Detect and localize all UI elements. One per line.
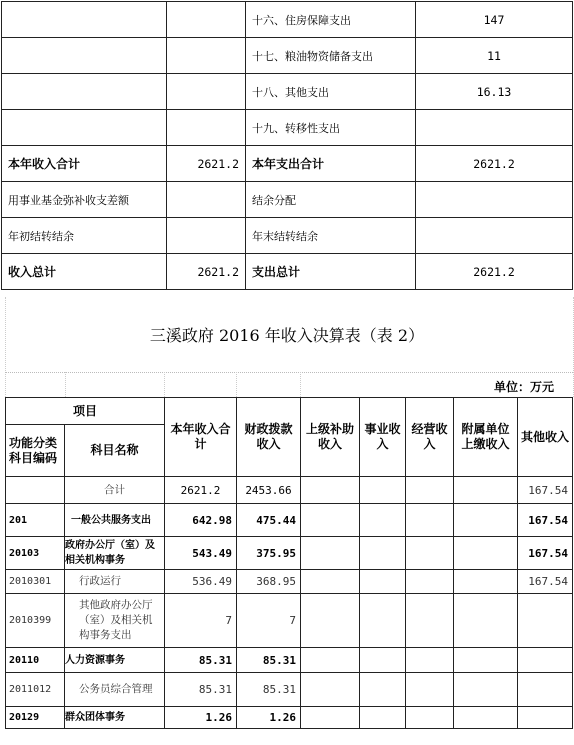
upper-subsidy-cell bbox=[301, 570, 360, 594]
divider bbox=[300, 372, 301, 397]
business-income-cell bbox=[360, 477, 406, 504]
income-item-label bbox=[2, 74, 167, 110]
upper-subsidy-cell bbox=[301, 594, 360, 648]
header-other: 其他收入 bbox=[518, 398, 573, 477]
affiliated-income-cell bbox=[454, 504, 518, 537]
expense-amount bbox=[416, 182, 573, 218]
table-row bbox=[6, 570, 573, 594]
year-income-cell: 543.49 bbox=[165, 537, 237, 570]
expense-item-label: 十七、粮油物资储备支出 bbox=[246, 38, 416, 74]
year-income-cell: 642.98 bbox=[165, 504, 237, 537]
operating-income-cell bbox=[406, 504, 454, 537]
divider bbox=[236, 372, 237, 397]
income-item-label: 本年收入合计 bbox=[2, 146, 167, 182]
summary-row bbox=[2, 110, 573, 146]
other-income-cell bbox=[518, 707, 573, 729]
business-income-cell bbox=[360, 673, 406, 707]
summary-row bbox=[2, 74, 573, 110]
subject-code-cell: 20103 bbox=[6, 537, 65, 570]
expense-item-label: 结余分配 bbox=[246, 182, 416, 218]
fiscal-income-cell: 1.26 bbox=[237, 707, 301, 729]
other-income-cell: 167.54 bbox=[518, 504, 573, 537]
upper-subsidy-cell bbox=[301, 537, 360, 570]
header-year-income: 本年收入合计 bbox=[165, 398, 237, 477]
fiscal-income-cell: 375.95 bbox=[237, 537, 301, 570]
summary-row bbox=[2, 146, 573, 182]
income-item-label bbox=[2, 110, 167, 146]
fiscal-income-cell: 2453.66 bbox=[237, 477, 301, 504]
summary-row bbox=[2, 254, 573, 290]
income-final-accounts-table bbox=[5, 397, 573, 729]
affiliated-income-cell bbox=[454, 570, 518, 594]
income-amount bbox=[167, 182, 246, 218]
other-income-cell: 167.54 bbox=[518, 537, 573, 570]
expense-amount bbox=[416, 218, 573, 254]
income-item-label bbox=[2, 38, 167, 74]
year-income-cell: 85.31 bbox=[165, 648, 237, 673]
business-income-cell bbox=[360, 594, 406, 648]
table-row bbox=[6, 707, 573, 729]
year-income-cell: 1.26 bbox=[165, 707, 237, 729]
fiscal-income-cell: 85.31 bbox=[237, 648, 301, 673]
summary-row bbox=[2, 218, 573, 254]
affiliated-income-cell bbox=[454, 537, 518, 570]
table-row bbox=[6, 537, 573, 570]
subject-name-cell: 合计 bbox=[65, 477, 165, 504]
header-item: 项目 bbox=[6, 398, 165, 425]
header-func-code: 功能分类科目编码 bbox=[6, 425, 65, 477]
divider bbox=[5, 372, 573, 373]
divider bbox=[65, 372, 66, 397]
divider bbox=[164, 372, 165, 397]
other-income-cell bbox=[518, 648, 573, 673]
income-amount: 2621.2 bbox=[167, 146, 246, 182]
income-amount bbox=[167, 38, 246, 74]
fiscal-income-cell: 475.44 bbox=[237, 504, 301, 537]
business-income-cell bbox=[360, 537, 406, 570]
subject-name-cell: 一般公共服务支出 bbox=[65, 504, 165, 537]
income-amount bbox=[167, 218, 246, 254]
subject-name-cell: 行政运行 bbox=[65, 570, 165, 594]
upper-subsidy-cell bbox=[301, 673, 360, 707]
header-upper-subsidy: 上级补助收入 bbox=[301, 398, 360, 477]
income-amount bbox=[167, 110, 246, 146]
income-amount bbox=[167, 74, 246, 110]
unit-label: 单位：万元 bbox=[493, 380, 554, 394]
expense-item-label: 十八、其他支出 bbox=[246, 74, 416, 110]
income-item-label bbox=[2, 2, 167, 38]
operating-income-cell bbox=[406, 707, 454, 729]
subject-name-cell: 其他政府办公厅（室）及相关机构事务支出 bbox=[65, 594, 165, 648]
subject-code-cell: 201 bbox=[6, 504, 65, 537]
income-amount: 2621.2 bbox=[167, 254, 246, 290]
header-affiliated: 附属单位上缴收入 bbox=[454, 398, 518, 477]
year-income-cell: 85.31 bbox=[165, 673, 237, 707]
operating-income-cell bbox=[406, 673, 454, 707]
page-title: 三溪政府 2016 年收入决算表（表 2） bbox=[149, 326, 425, 345]
header-operating: 经营收入 bbox=[406, 398, 454, 477]
summary-row bbox=[2, 182, 573, 218]
fiscal-income-cell: 7 bbox=[237, 594, 301, 648]
expense-item-label: 本年支出合计 bbox=[246, 146, 416, 182]
expense-item-label: 十六、住房保障支出 bbox=[246, 2, 416, 38]
other-income-cell bbox=[518, 673, 573, 707]
year-income-cell: 536.49 bbox=[165, 570, 237, 594]
income-item-label: 用事业基金弥补收支差额 bbox=[2, 182, 167, 218]
income-item-label: 年初结转结余 bbox=[2, 218, 167, 254]
affiliated-income-cell bbox=[454, 477, 518, 504]
operating-income-cell bbox=[406, 477, 454, 504]
income-item-label: 收入总计 bbox=[2, 254, 167, 290]
affiliated-income-cell bbox=[454, 673, 518, 707]
subject-name-cell: 公务员综合管理 bbox=[65, 673, 165, 707]
year-income-cell: 7 bbox=[165, 594, 237, 648]
subject-code-cell: 2010301 bbox=[6, 570, 65, 594]
table-row bbox=[6, 594, 573, 648]
operating-income-cell bbox=[406, 594, 454, 648]
income-expense-summary-table bbox=[1, 1, 573, 290]
expense-amount bbox=[416, 110, 573, 146]
other-income-cell: 167.54 bbox=[518, 570, 573, 594]
expense-amount: 2621.2 bbox=[416, 254, 573, 290]
table-row bbox=[6, 477, 573, 504]
expense-amount: 147 bbox=[416, 2, 573, 38]
operating-income-cell bbox=[406, 537, 454, 570]
upper-subsidy-cell bbox=[301, 648, 360, 673]
affiliated-income-cell bbox=[454, 648, 518, 673]
business-income-cell bbox=[360, 707, 406, 729]
fiscal-income-cell: 368.95 bbox=[237, 570, 301, 594]
affiliated-income-cell bbox=[454, 594, 518, 648]
expense-amount: 11 bbox=[416, 38, 573, 74]
subject-name-cell: 人力资源事务 bbox=[65, 648, 165, 673]
expense-amount: 2621.2 bbox=[416, 146, 573, 182]
subject-code-cell: 2010399 bbox=[6, 594, 65, 648]
subject-name-cell: 政府办公厅（室）及相关机构事务 bbox=[65, 537, 165, 570]
subject-code-cell: 2011012 bbox=[6, 673, 65, 707]
business-income-cell bbox=[360, 648, 406, 673]
table-row bbox=[6, 673, 573, 707]
expense-item-label: 十九、转移性支出 bbox=[246, 110, 416, 146]
other-income-cell: 167.54 bbox=[518, 477, 573, 504]
header-subject-name: 科目名称 bbox=[65, 425, 165, 477]
income-amount bbox=[167, 2, 246, 38]
table-row bbox=[6, 648, 573, 673]
expense-item-label: 支出总计 bbox=[246, 254, 416, 290]
other-income-cell bbox=[518, 594, 573, 648]
business-income-cell bbox=[360, 504, 406, 537]
year-income-cell: 2621.2 bbox=[165, 477, 237, 504]
operating-income-cell bbox=[406, 570, 454, 594]
upper-subsidy-cell bbox=[301, 504, 360, 537]
business-income-cell bbox=[360, 570, 406, 594]
operating-income-cell bbox=[406, 648, 454, 673]
subject-code-cell: 20129 bbox=[6, 707, 65, 729]
upper-subsidy-cell bbox=[301, 477, 360, 504]
subject-name-cell: 群众团体事务 bbox=[65, 707, 165, 729]
fiscal-income-cell: 85.31 bbox=[237, 673, 301, 707]
subject-code-cell: 20110 bbox=[6, 648, 65, 673]
expense-amount: 16.13 bbox=[416, 74, 573, 110]
header-fiscal: 财政拨款收入 bbox=[237, 398, 301, 477]
table-row bbox=[6, 504, 573, 537]
divider bbox=[5, 297, 6, 397]
subject-code-cell bbox=[6, 477, 65, 504]
header-business: 事业收入 bbox=[360, 398, 406, 477]
summary-row bbox=[2, 38, 573, 74]
expense-item-label: 年末结转结余 bbox=[246, 218, 416, 254]
affiliated-income-cell bbox=[454, 707, 518, 729]
upper-subsidy-cell bbox=[301, 707, 360, 729]
summary-row bbox=[2, 2, 573, 38]
